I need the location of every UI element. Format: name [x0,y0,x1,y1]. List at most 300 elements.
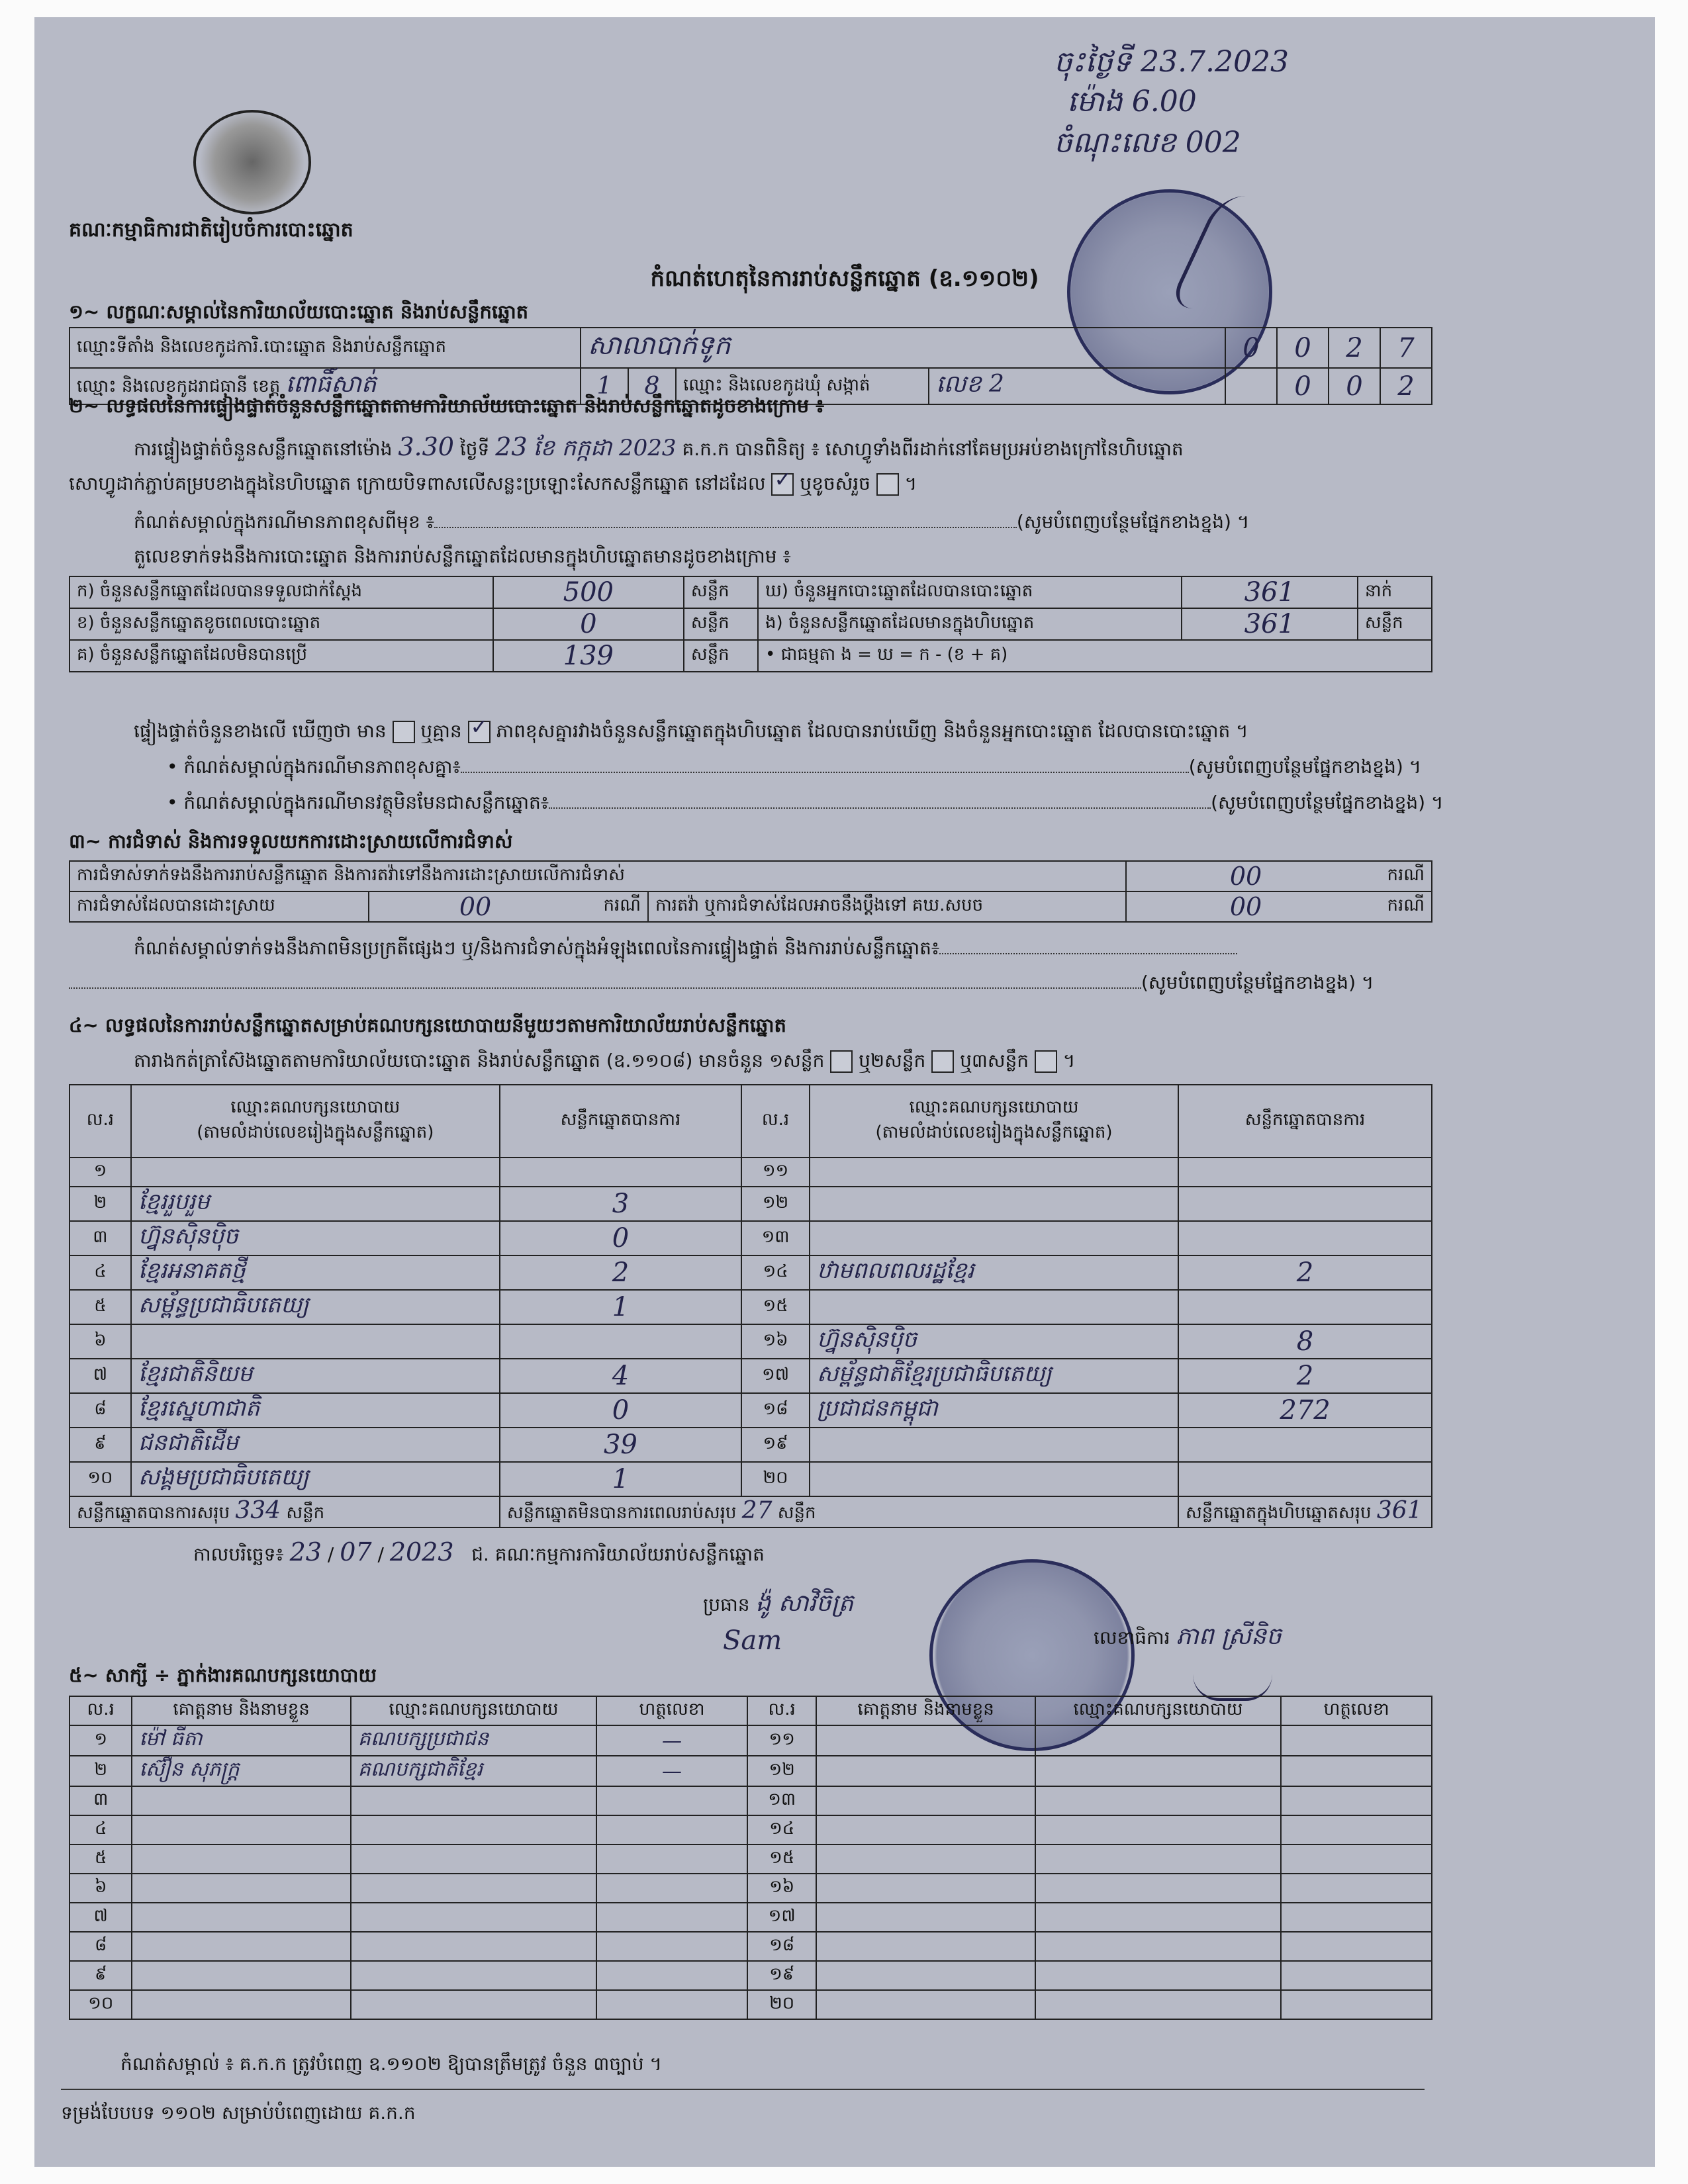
party-votes: 2 [1178,1359,1432,1393]
verification-line [134,432,1184,461]
witness-party [351,1990,596,2019]
chair-signature: Sam [723,1625,782,1656]
one-sheet-checkbox[interactable] [830,1050,853,1073]
fill-more-note: (សូមបំពេញបន្ថែមផ្នែកខាងខ្នង) ។ [1141,972,1374,993]
col-no-header: ល.រ [747,1696,817,1725]
witness-party [1035,1786,1281,1815]
table-row [70,1290,1432,1324]
table-row [70,1221,1432,1255]
witness-name [132,1990,350,2019]
table-row [70,1990,1432,2019]
commune-value: លេខ 2 [929,368,1225,404]
row-no: ៣ [70,1221,131,1255]
party-votes [1178,1187,1432,1221]
total-invalid-cell [500,1496,1178,1527]
intact-checkbox[interactable] [771,473,794,496]
commune-code-digit: 0 [1277,368,1329,404]
three-sheets-checkbox[interactable] [1035,1050,1057,1073]
row-no: ២០ [747,1990,817,2019]
section-3-heading: ៣~ ការជំទាស់ និងការទទួលយកការដោះស្រាយលើការជំទាស់ [69,830,513,852]
section-1-heading: ១~ លក្ខណៈសម្គាល់នៃការិយាល័យបោះឆ្នោត និងរាប់សន្លឹកឆ្នោត [69,300,529,323]
witness-party [351,1874,596,1903]
note-label-1: កំណត់សម្គាល់ក្នុងករណីមានភាពខុសពីមុខ ៖ [134,511,434,533]
witness-party [1035,1756,1281,1786]
date-month: 07 [340,1537,372,1567]
figure-b-unit: សន្លឹក [684,608,758,640]
table-row [70,1815,1432,1844]
witness-signature [1281,1874,1432,1903]
party-name [810,1462,1178,1496]
note-line-1 [134,511,1249,533]
witness-signature [596,1961,747,1990]
commune-code-spacer [1225,368,1277,404]
verification-text: ការផ្ទៀងផ្ទាត់ចំនួនសន្លឹកឆ្នោតនៅម៉ោង [134,438,393,460]
witness-name [816,1874,1035,1903]
party-name: ហ្វ៊ុនស៊ិនប៉ិច [131,1221,500,1255]
section-4-heading: ៤~ លទ្ធផលនៃការរាប់សន្លឹកឆ្នោតសម្រាប់គណបក្សនយោបាយនីមួយៗតាមការិយាល័យរាប់សន្លឹកឆ្នោត [69,1014,786,1036]
table-row [70,1158,1432,1187]
party-name: ខ្មែរអនាគតថ្មី [131,1255,500,1290]
witness-name [816,1961,1035,1990]
tally-sheet-text: តារាងកត់ត្រាស៊ែងឆ្នោតតាមការិយាល័យបោះឆ្នោត និងរាប់សន្លឹកឆ្នោត (ឧ.១១០៨) មានចំនួន ១សន្លឹក [134,1050,825,1071]
col-party-header [131,1085,500,1158]
chair-label: ប្រធាន [703,1594,750,1615]
col-party-subtitle: (តាមលំដាប់លេខរៀងក្នុងសន្លឹកឆ្នោត) [197,1122,434,1142]
witness-signature [1281,1990,1432,2019]
total-box-value: 361 [1376,1497,1423,1524]
party-votes: 0 [500,1221,741,1255]
day-label: ថ្ងៃទី [459,438,490,460]
figure-d-label: ឃ) ចំនួនអ្នកបោះឆ្នោតដែលបានបោះឆ្នោត [758,576,1182,608]
bullet-difference: • កំណត់សម្គាល់ក្នុងករណីមានភាពខុសគ្នា៖ [167,756,461,778]
table-row [70,1324,1432,1359]
appeal-unit: ករណី [1365,891,1432,922]
party-votes: 2 [500,1255,741,1290]
resolved-unit: ករណី [581,891,648,922]
witness-party: គណបក្សជាតិខ្មែរ [351,1756,596,1786]
party-results-table [69,1084,1432,1528]
witness-signature [1281,1756,1432,1786]
province-code-digit: 8 [628,368,676,404]
party-votes: 272 [1178,1393,1432,1428]
witness-party [351,1815,596,1844]
witness-name [816,1903,1035,1932]
table-row [70,1932,1432,1961]
row-no: ២០ [741,1462,810,1496]
party-votes [1178,1290,1432,1324]
row-no: ៥ [70,1844,132,1874]
province-value: ពោធិ៍សាត់ [285,371,377,398]
party-name [810,1221,1178,1255]
row-no: ១០ [70,1990,132,2019]
col-party-header: ឈ្មោះគណបក្សនយោបាយ [351,1696,596,1725]
col-party-subtitle: (តាមលំដាប់លេខរៀងក្នុងសន្លឹកឆ្នោត) [875,1122,1113,1142]
row-no: ១៩ [741,1428,810,1462]
comparison-line [134,720,1248,743]
section-1-table [69,327,1432,405]
verification-detail: គ.ក.ក បានពិនិត្យ ៖ សោហ្វូទាំងពីរដាក់នៅគែមប្រអប់ខាងក្រៅនៃហិបឆ្នោត [682,438,1184,460]
row-no: ១៥ [747,1844,817,1874]
col-party-title: ឈ្មោះគណបក្សនយោបាយ [909,1097,1079,1117]
objection-label: ការជំទាស់ទាក់ទងនឹងការរាប់សន្លឹកឆ្នោត និងការតវ៉ាទៅនឹងការដោះស្រាយលើការជំទាស់ [70,861,1126,891]
col-party-title: ឈ្មោះគណបក្សនយោបាយ [230,1097,400,1117]
resolved-count: 00 [369,891,581,922]
ballot-figures-table [69,576,1432,672]
tally-sheet-note: តារាងកត់ត្រាស៊ែងឆ្នោតតាមការិយាល័យបោះឆ្នោត និងរាប់សន្លឹកឆ្នោត (ឧ.១១០៨) មានចំនួន ១សន្លឹក ឬ២សន្លឹក ឬ៣សន្លឹក ។ [134,1050,1076,1071]
table-row [70,1756,1432,1786]
row-no: ១៩ [747,1961,817,1990]
witness-name [816,1990,1035,2019]
row-no: ៨ [70,1393,131,1428]
table-row [70,1961,1432,1990]
irregularity-note [134,937,1237,960]
witness-name [132,1844,350,1874]
objection-table [69,860,1432,923]
section-5-heading: ៥~ សាក្សី ÷ ភ្នាក់ងារគណបក្សនយោបាយ [69,1664,377,1686]
date-day: 23 [289,1537,322,1567]
irregularity-label: កំណត់សម្គាល់ទាក់ទងនឹងភាពមិនប្រក្រតីផ្សេងៗ ឬ/និងការជំទាស់ក្នុងអំឡុងពេលនៃការផ្ទៀងផ្ទាត់ និងការរាប់សន្លឹកឆ្នោត៖ [134,937,940,959]
witness-name [132,1903,350,1932]
row-no: ១៥ [741,1290,810,1324]
row-no: ១២ [747,1756,817,1786]
counting-committee-label: ជ. គណៈកម្មការការិយាល័យរាប់សន្លឹកឆ្នោត [471,1543,765,1565]
row-no: ៦ [70,1874,132,1903]
row-no: ៦ [70,1324,131,1359]
party-name: ខ្មែរស្នេហាជាតិ [131,1393,500,1428]
witness-name: ម៉ៅ ធីតា [132,1725,350,1756]
bullet-dotted-line [461,772,1189,773]
col-sign-header: ហត្ថលេខា [1281,1696,1432,1725]
party-name: ហ្វ៊ុនស៊ិនប៉ិច [810,1324,1178,1359]
appeal-label: ការតវ៉ា ឬការជំទាស់ដែលអាចនឹងប្តឹងទៅ គឃ.សបច [648,891,1126,922]
table-row [70,1844,1432,1874]
party-name: សម្ព័ន្ធប្រជាធិបតេយ្យ [131,1290,500,1324]
witness-signature [1281,1786,1432,1815]
table-row [70,1725,1432,1756]
party-name [810,1158,1178,1187]
row-no: ១១ [747,1725,817,1756]
witness-signature [596,1786,747,1815]
figure-d-value: 361 [1182,576,1358,608]
row-no: ២ [70,1187,131,1221]
col-name-header: គោត្តនាម និងនាមខ្លួន [132,1696,350,1725]
row-no: ៨ [70,1932,132,1961]
seal-check-text: សោហ្វូដាក់ភ្ជាប់គម្របខាងក្នុងនៃហិបឆ្នោត ក្រោយបិទពាសលើសន្លះប្រឡោះសែកសន្លឹកឆ្នោត នៅដដែល [69,473,766,494]
witness-signature [596,1903,747,1932]
table-row [70,1359,1432,1393]
station-code-digit: 0 [1277,328,1329,368]
bullet-line-1 [167,756,1421,778]
two-sheets-label: ឬ២សន្លឹក [859,1050,926,1071]
col-sign-header: ហត្ថលេខា [596,1696,747,1725]
station-label: ឈ្មោះទីតាំង និងលេខកូដការិ.បោះឆ្នោត និងរាប់សន្លឹកឆ្នោត [70,328,581,368]
col-no-header: ល.រ [741,1085,810,1158]
row-no: ១០ [70,1462,131,1496]
total-valid-label: សន្លឹកឆ្នោតបានការសរុប [77,1503,230,1523]
row-no: ១៣ [747,1786,817,1815]
witness-party [1035,1990,1281,2019]
party-name [810,1290,1178,1324]
figure-a-label: ក) ចំនួនសន្លឹកឆ្នោតដែលបានទទួលជាក់ស្តែង [70,576,493,608]
witness-party [1035,1815,1281,1844]
party-name: សម្ព័ន្ធជាតិខ្មែរប្រជាធិបតេយ្យ [810,1359,1178,1393]
form-title: កំណត់ហេតុនៃការរាប់សន្លឹកឆ្នោត (ឧ.១១០២) [650,265,1039,292]
three-sheets-label: ឬ៣សន្លឹក [960,1050,1029,1071]
witness-signature [1281,1903,1432,1932]
party-name: សង្គមប្រជាធិបតេយ្យ [131,1462,500,1496]
witness-signature [1281,1815,1432,1844]
table-row [70,1428,1432,1462]
row-no: ១៧ [741,1359,810,1393]
damaged-label: ឬខូចសំរួច [800,473,870,494]
figure-e-value: 361 [1182,608,1358,640]
figure-b-value: 0 [493,608,684,640]
bullet-object: • កំណត់សម្គាល់ក្នុងករណីមានវត្ថុមិនមែនជាសន្លឹកឆ្នោត៖ [167,792,549,813]
party-votes: 2 [1178,1255,1432,1290]
party-votes [1178,1158,1432,1187]
witness-party [1035,1874,1281,1903]
witness-name [132,1961,350,1990]
verification-month-year: ខែ កក្កដា 2023 [533,435,677,461]
row-no: ៩ [70,1428,131,1462]
comparison-text-b: ឬគ្មាន [420,720,462,742]
station-name-value: សាលាបាក់ទូក [581,328,1225,368]
witness-name [132,1786,350,1815]
fill-more-note: (សូមបំពេញបន្ថែមផ្នែកខាងខ្នង) ។ [1016,511,1250,533]
witness-name [132,1874,350,1903]
witness-name: ស៊ឿន សុភក្ត្រ [132,1756,350,1786]
row-no: ១៨ [741,1393,810,1428]
form-label: ទម្រង់បែបបទ ១១០២ សម្រាប់បំពេញដោយ គ.ក.ក [61,2102,416,2124]
difference-no-checkbox[interactable] [468,721,491,743]
objection-count: 00 [1126,861,1365,891]
witness-party [351,1786,596,1815]
total-invalid-label: សន្លឹកឆ្នោតមិនបានការពេលរាប់សរុប [506,1503,737,1523]
bullet-dotted-line [549,807,1211,809]
party-name [810,1428,1178,1462]
party-name: ខ្មែរជាតិនិយម [131,1359,500,1393]
witness-signature [596,1844,747,1874]
party-name [131,1324,500,1359]
party-votes: 1 [500,1290,741,1324]
two-sheets-checkbox[interactable] [931,1050,954,1073]
station-code-digit: 2 [1329,328,1380,368]
table-row [70,1393,1432,1428]
footer-note: កំណត់សម្គាល់ ៖ គ.ក.ក ត្រូវបំពេញ ឧ.១១០២ ឱ្យបានត្រឹមត្រូវ ចំនួន ៣ច្បាប់ ។ [120,2053,663,2075]
party-votes [1178,1221,1432,1255]
total-valid-cell [70,1496,500,1527]
seal-check-line: សោហ្វូដាក់ភ្ជាប់គម្របខាងក្នុងនៃហិបឆ្នោត ក្រោយបិទពាសលើសន្លះប្រឡោះសែកសន្លឹកឆ្នោត នៅដដែល ✓ ឬខូចសំរួច ។ [69,473,917,496]
witness-party [1035,1725,1281,1756]
witness-party: គណបក្សប្រជាជន [351,1725,596,1756]
province-code-digit: 1 [581,368,628,404]
col-name-header: គោត្តនាម និងនាមខ្លួន [816,1696,1035,1725]
witness-signature [1281,1961,1432,1990]
damaged-checkbox[interactable] [876,473,899,496]
witness-party [351,1932,596,1961]
party-votes [500,1324,741,1359]
witness-signature [596,1874,747,1903]
province-label: ឈ្មោះ និងលេខកូដរាជធានី ខេត្ត [77,377,281,396]
irregularity-dotted-line [939,953,1237,954]
figure-a-unit: សន្លឹក [684,576,758,608]
witness-name [132,1932,350,1961]
party-votes: 1 [500,1462,741,1496]
secretary-label: លេខាធិការ [1094,1627,1170,1649]
total-box-cell [1178,1496,1432,1527]
table-row [70,1874,1432,1903]
irregularity-dotted-line [69,987,1141,989]
comparison-text-c: ភាពខុសគ្នារវាងចំនួនសន្លឹកឆ្នោតក្នុងហិបឆ្នោត ដែលបានរាប់ឃើញ និងចំនួនអ្នកបោះឆ្នោត ដែលបានបោះឆ្នោត ។ [496,720,1248,742]
commune-code-digit: 2 [1380,368,1432,404]
witness-name [816,1786,1035,1815]
figures-intro: តួលេខទាក់ទងនឹងការបោះឆ្នោត និងការរាប់សន្លឹកឆ្នោតដែលមានក្នុងហិបឆ្នោតមានដូចខាងក្រោម ៖ [134,545,791,567]
row-no: ៧ [70,1359,131,1393]
row-no: ១៤ [741,1255,810,1290]
witness-party [1035,1961,1281,1990]
verification-time: 3.30 [398,432,454,461]
row-no: ១៤ [747,1815,817,1844]
witness-table [69,1696,1432,2020]
date-label: កាលបរិច្ឆេទ៖ [193,1543,284,1565]
total-invalid-value: 27 [741,1497,773,1524]
handwritten-time-note: ម៉ោង 6.00 [1067,85,1197,118]
chair-line [703,1592,853,1616]
totals-row [70,1496,1432,1527]
row-no: ៤ [70,1255,131,1290]
party-votes [500,1158,741,1187]
table-row [70,1255,1432,1290]
figure-b-label: ខ) ចំនួនសន្លឹកឆ្នោតខូចពេលបោះឆ្នោត [70,608,493,640]
row-no: ៤ [70,1815,132,1844]
witness-party [351,1844,596,1874]
table-row [70,1903,1432,1932]
figure-c-unit: សន្លឹក [684,640,758,672]
station-code-digit: 0 [1225,328,1277,368]
comparison-text-a: ផ្ទៀងផ្ទាត់ចំនួនខាងលើ ឃើញថា មាន [134,720,387,742]
figure-e-unit: សន្លឹក [1358,608,1432,640]
party-name: ខ្មែររួបរួម [131,1187,500,1221]
party-votes: 8 [1178,1324,1432,1359]
total-valid-value: 334 [235,1497,281,1524]
row-no: ១៧ [747,1903,817,1932]
row-no: ១ [70,1158,131,1187]
figure-d-unit: នាក់ [1358,576,1432,608]
row-no: ១១ [741,1158,810,1187]
total-box-label: សន្លឹកឆ្នោតក្នុងហិបឆ្នោតសរុប [1185,1503,1372,1523]
row-no: ១២ [741,1187,810,1221]
party-name: ឋាមពលពលរដ្ឋខ្មែរ [810,1255,1178,1290]
witness-signature: — [596,1756,747,1786]
witness-party [1035,1903,1281,1932]
col-party-header: ឈ្មោះគណបក្សនយោបាយ [1035,1696,1281,1725]
committee-name: គណៈកម្មាធិការជាតិរៀបចំការបោះឆ្នោត [69,218,353,242]
witness-party [351,1903,596,1932]
col-no-header: ល.រ [70,1696,132,1725]
resolved-label: ការជំទាស់ដែលបានដោះស្រាយ [70,891,369,922]
note-dotted-line [434,527,1017,528]
date-line: កាលបរិច្ឆេទ៖ 23 / 07 / 2023 ជ. គណៈកម្មការការិយាល័យរាប់សន្លឹកឆ្នោត [193,1537,765,1567]
col-party-header [810,1085,1178,1158]
irregularity-line-2 [69,972,1374,994]
handwritten-station-note: ចំណុះលេខ 002 [1054,126,1241,159]
row-no: ១ [70,1725,132,1756]
figure-e-label: ង) ចំនួនសន្លឹកឆ្នោតដែលមានក្នុងហិបឆ្នោត [758,608,1182,640]
secretary-line [1094,1625,1282,1649]
table-row [70,1462,1432,1496]
party-votes [1178,1462,1432,1496]
table-row [70,1786,1432,1815]
document-sheet [34,17,1655,2167]
party-votes: 4 [500,1359,741,1393]
party-name: ជនជាតិដើម [131,1428,500,1462]
row-no: ២ [70,1756,132,1786]
row-no: ៥ [70,1290,131,1324]
row-no: ៩ [70,1961,132,1990]
footer-divider [61,2089,1425,2090]
witness-name [816,1756,1035,1786]
figure-a-value: 500 [493,576,684,608]
witness-name [816,1815,1035,1844]
total-valid-unit: សន្លឹក [286,1503,325,1523]
handwritten-date-note: ចុះថ្ងៃទី 23.7.2023 [1054,45,1289,79]
row-no: ១៨ [747,1932,817,1961]
row-no: ១៦ [747,1874,817,1903]
bullet-line-2 [167,792,1443,814]
station-code-digit: 7 [1380,328,1432,368]
witness-party [351,1961,596,1990]
secretary-name: ភាព ស្រីនិច [1176,1623,1282,1650]
party-name [131,1158,500,1187]
date-year: 2023 [389,1537,454,1567]
verification-day: 23 [495,432,528,461]
row-no: ៣ [70,1786,132,1815]
party-votes: 3 [500,1187,741,1221]
appeal-count: 00 [1126,891,1365,922]
witness-signature [1281,1844,1432,1874]
col-votes-header: សន្លឹកឆ្នោតបានការ [500,1085,741,1158]
difference-yes-checkbox[interactable] [393,721,415,743]
witness-signature [1281,1725,1432,1756]
witness-name [816,1725,1035,1756]
figure-c-value: 139 [493,640,684,672]
witness-signature [596,1990,747,2019]
objection-unit: ករណី [1365,861,1432,891]
witness-party [1035,1844,1281,1874]
formula-note: • ជាធម្មតា ង = ឃ = ក - (ខ + គ) [758,640,1432,672]
witness-party [1035,1932,1281,1961]
witness-signature [596,1932,747,1961]
row-no: ១៣ [741,1221,810,1255]
party-votes: 39 [500,1428,741,1462]
commune-code-digit: 0 [1329,368,1380,404]
fill-more-note: (សូមបំពេញបន្ថែមផ្នែកខាងខ្នង) ។ [1211,792,1444,813]
witness-name [816,1932,1035,1961]
figure-c-label: គ) ចំនួនសន្លឹកឆ្នោតដែលមិនបានប្រើ [70,640,493,672]
col-votes-header: សន្លឹកឆ្នោតបានការ [1178,1085,1432,1158]
row-no: ១៦ [741,1324,810,1359]
chair-name: ង៉ូ សាវិចិត្រ [755,1590,854,1617]
witness-signature [1281,1932,1432,1961]
nec-emblem [193,110,311,214]
commune-label: ឈ្មោះ និងលេខកូដឃុំ សង្កាត់ [676,368,929,404]
col-no-header: ល.រ [70,1085,131,1158]
witness-name [816,1844,1035,1874]
section-2-heading: ២~ លទ្ធផលនៃការផ្ទៀងផ្ទាត់ចំនួនសន្លឹកឆ្នោតតាមការិយាល័យបោះឆ្នោត និងរាប់សន្លឹកឆ្នោតដូចខាងក្រោម ៖ [69,394,824,417]
fill-more-note: (សូមបំពេញបន្ថែមផ្នែកខាងខ្នង) ។ [1188,756,1422,778]
witness-signature: — [596,1725,747,1756]
row-no: ៧ [70,1903,132,1932]
